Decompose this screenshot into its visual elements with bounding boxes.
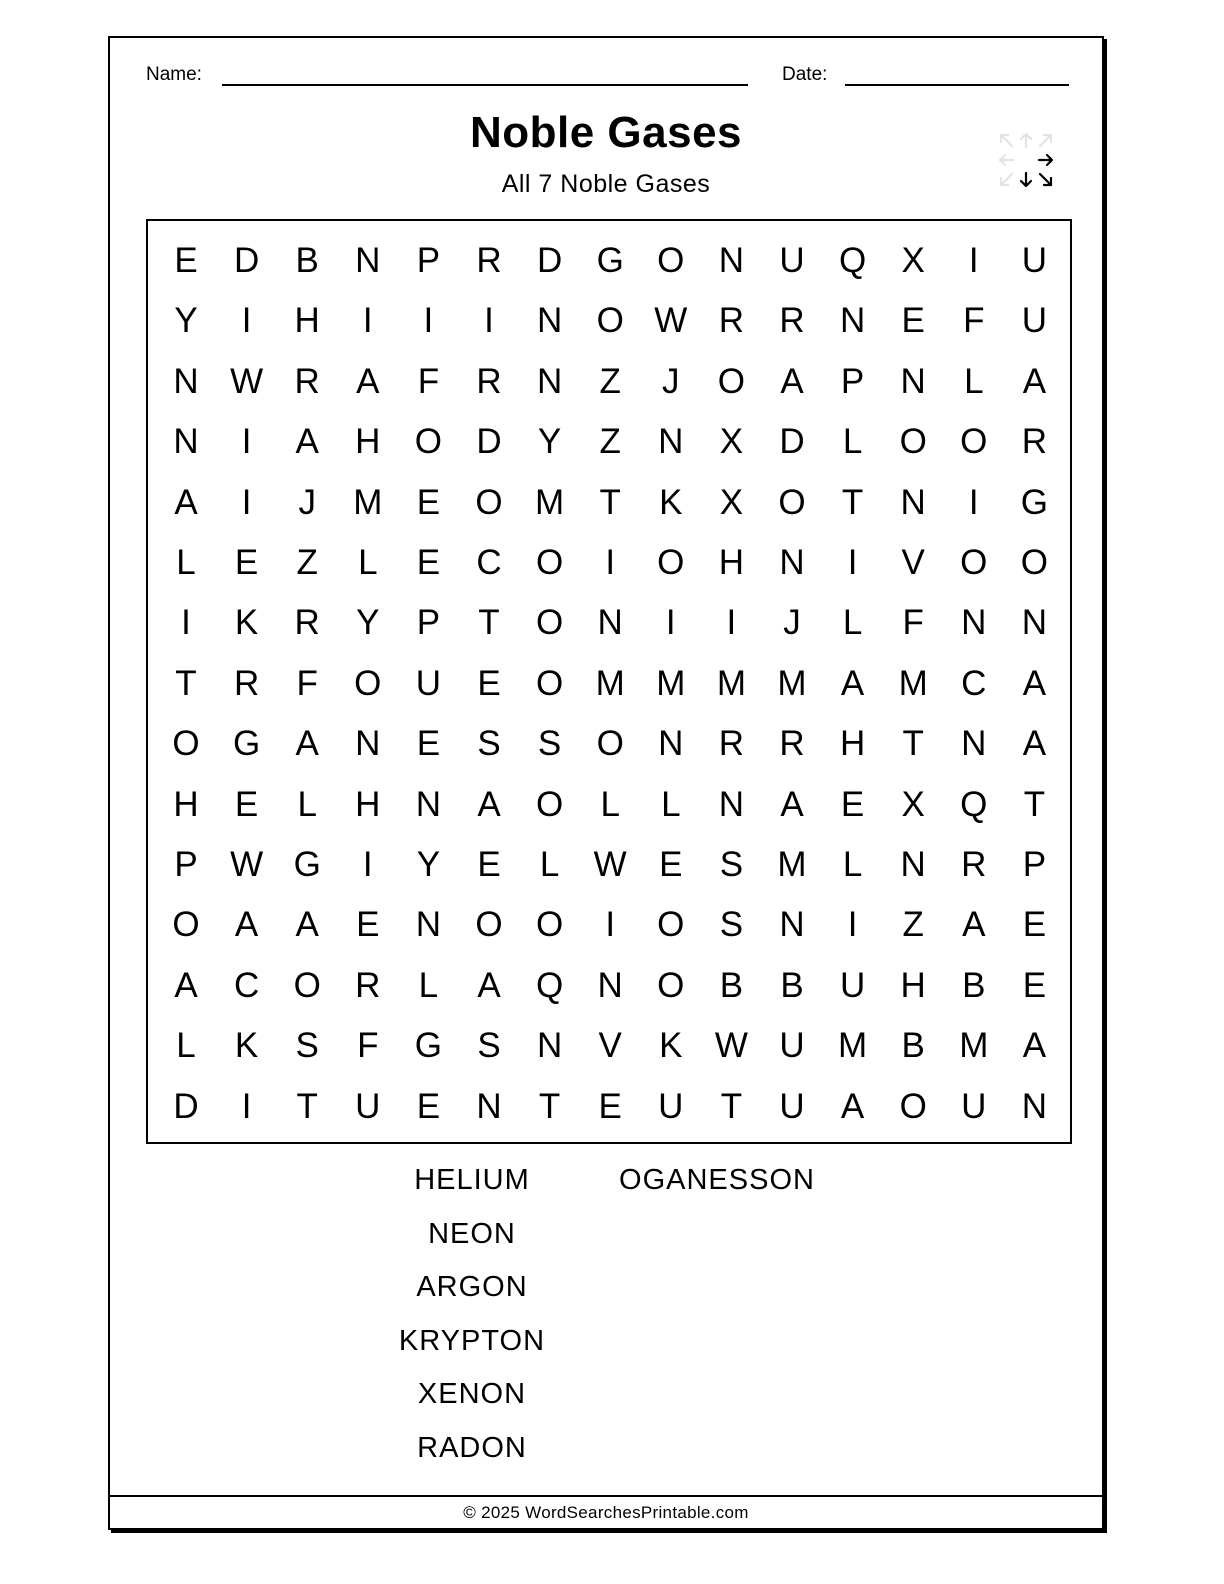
grid-cell[interactable]: O	[172, 905, 200, 945]
word-search-grid	[146, 219, 1072, 1144]
grid-cell[interactable]: A	[174, 965, 198, 1005]
grid-cell[interactable]: N	[476, 1086, 502, 1126]
grid-cell[interactable]: L	[176, 543, 196, 582]
grid-cell[interactable]: W	[714, 1026, 748, 1066]
grid-cell[interactable]: A	[477, 784, 501, 824]
grid-cell[interactable]: J	[783, 603, 801, 643]
grid-cell[interactable]: O	[535, 905, 564, 945]
grid-cell[interactable]: P	[840, 361, 865, 401]
grid-cell[interactable]: A	[295, 724, 319, 764]
grid-cell[interactable]: T	[720, 1086, 743, 1126]
grid-cell[interactable]: M	[535, 482, 565, 522]
grid-cell[interactable]: R	[779, 724, 805, 764]
grid-cell[interactable]: W	[230, 361, 264, 401]
grid-cell[interactable]: E	[416, 543, 441, 582]
grid-cell[interactable]: E	[598, 1086, 622, 1126]
grid-cell[interactable]: G	[232, 724, 261, 764]
grid-row	[156, 473, 1064, 533]
grid-cell[interactable]: U	[1021, 301, 1048, 341]
grid-cell[interactable]: L	[842, 845, 863, 884]
grid-cell[interactable]: R	[476, 361, 502, 401]
grid-cell[interactable]: T	[478, 603, 500, 643]
grid-cell[interactable]: N	[536, 301, 563, 341]
grid-cell[interactable]: M	[959, 1026, 989, 1066]
grid-cell[interactable]: Z	[902, 905, 924, 945]
grid-cell[interactable]: A	[1022, 724, 1047, 764]
grid-cell[interactable]: R	[355, 965, 381, 1005]
name-field-line[interactable]	[222, 84, 748, 86]
grid-cell[interactable]: I	[847, 905, 858, 945]
word-xenon: XENON	[417, 1378, 527, 1410]
grid-cell[interactable]: I	[241, 301, 252, 341]
grid-cell[interactable]: R	[718, 724, 745, 764]
grid-cell[interactable]: Z	[296, 543, 318, 582]
grid-cell[interactable]: N	[961, 603, 987, 643]
grid-cell[interactable]: O	[657, 543, 685, 582]
grid-row	[156, 231, 1064, 291]
grid-cell[interactable]: L	[600, 784, 620, 824]
word-krypton: KRYPTON	[398, 1325, 546, 1357]
grid-cell[interactable]: S	[537, 724, 562, 764]
word-argon: ARGON	[416, 1271, 528, 1303]
grid-cell[interactable]: O	[475, 905, 503, 945]
grid-cell[interactable]: H	[355, 784, 381, 824]
grid-cell[interactable]: E	[477, 663, 501, 703]
grid-cell[interactable]: D	[779, 422, 805, 462]
worksheet-page	[108, 36, 1104, 1530]
grid-cell[interactable]: J	[298, 482, 316, 522]
grid-cell[interactable]: U	[1021, 241, 1048, 280]
grid-cell[interactable]: P	[174, 845, 198, 884]
grid-row	[156, 291, 1064, 351]
grid-row	[156, 714, 1064, 774]
grid-cell[interactable]: F	[417, 361, 440, 401]
grid-cell[interactable]: X	[901, 241, 925, 280]
grid-cell[interactable]: E	[174, 241, 198, 280]
grid-cell[interactable]: Y	[174, 301, 198, 341]
grid-cell[interactable]: E	[416, 1086, 441, 1126]
grid-cell[interactable]: O	[778, 482, 806, 522]
grid-cell[interactable]: L	[176, 1026, 196, 1066]
grid-cell[interactable]: Y	[537, 422, 562, 462]
grid-cell[interactable]: R	[779, 301, 805, 341]
grid-cell[interactable]: W	[654, 301, 688, 341]
grid-cell[interactable]: O	[596, 724, 624, 764]
grid-cell[interactable]: P	[1022, 845, 1047, 884]
grid-cell[interactable]: C	[961, 663, 987, 703]
grid-cell[interactable]: Q	[960, 784, 988, 824]
grid-cell[interactable]: N	[536, 1026, 563, 1066]
grid-cell[interactable]: N	[415, 784, 442, 824]
footer-divider	[110, 1495, 1102, 1497]
grid-cell[interactable]: H	[173, 784, 199, 824]
grid-cell[interactable]: N	[1021, 1086, 1048, 1126]
word-directions-icon	[996, 130, 1056, 190]
grid-cell[interactable]: N	[900, 361, 926, 401]
grid-cell[interactable]: E	[477, 845, 501, 884]
grid-cell[interactable]: E	[234, 543, 259, 582]
grid-cell[interactable]: E	[1022, 905, 1047, 945]
grid-cell[interactable]: X	[719, 482, 744, 522]
grid-cell[interactable]: P	[416, 603, 441, 643]
grid-cell[interactable]: F	[902, 603, 924, 643]
grid-cell[interactable]: X	[719, 422, 744, 462]
grid-cell[interactable]: E	[416, 724, 441, 764]
grid-cell[interactable]: N	[597, 603, 623, 643]
grid-cell[interactable]: U	[355, 1086, 381, 1126]
word-oganesson: OGANESSON	[619, 1164, 815, 1196]
grid-cell[interactable]: O	[293, 965, 321, 1005]
grid-cell[interactable]: I	[362, 845, 373, 884]
grid-cell[interactable]: E	[659, 845, 683, 884]
grid-cell[interactable]: Y	[356, 603, 380, 643]
grid-cell[interactable]: R	[718, 301, 745, 341]
word-helium: HELIUM	[414, 1164, 530, 1196]
grid-cell[interactable]: O	[535, 603, 564, 643]
grid-cell[interactable]: M	[777, 845, 807, 884]
grid-cell[interactable]: A	[174, 482, 198, 522]
grid-cell[interactable]: O	[657, 965, 685, 1005]
grid-row	[156, 593, 1064, 653]
grid-cell[interactable]: B	[901, 1026, 925, 1066]
grid-cell[interactable]: N	[900, 482, 926, 522]
grid-cell[interactable]: U	[779, 241, 805, 280]
grid-cell[interactable]: I	[665, 603, 676, 643]
footer-copyright: © 2025 WordSearchesPrintable.com	[463, 1503, 749, 1522]
grid-cell[interactable]: L	[358, 543, 378, 582]
grid-row	[156, 1016, 1064, 1076]
grid-cell[interactable]: U	[779, 1086, 805, 1126]
grid-cell[interactable]: W	[230, 845, 264, 884]
grid-cell[interactable]: F	[357, 1026, 379, 1066]
grid-cell[interactable]: V	[901, 543, 925, 582]
word-neon: NEON	[428, 1218, 516, 1250]
grid-cell[interactable]: R	[1021, 422, 1048, 462]
grid-cell[interactable]: K	[659, 482, 683, 522]
grid-cell[interactable]: O	[475, 482, 503, 522]
grid-cell[interactable]: O	[1020, 543, 1048, 582]
grid-cell[interactable]: S	[719, 905, 744, 945]
grid-cell[interactable]: V	[598, 1026, 622, 1066]
grid-cell[interactable]: E	[234, 784, 259, 824]
grid-cell[interactable]: L	[661, 784, 681, 824]
grid-cell[interactable]: L	[418, 965, 439, 1005]
grid-cell[interactable]: E	[356, 905, 380, 945]
grid-cell[interactable]: T	[296, 1086, 318, 1126]
grid-cell[interactable]: Y	[416, 845, 441, 884]
grid-cell[interactable]: U	[658, 1086, 684, 1126]
grid-cell[interactable]: I	[847, 543, 858, 582]
grid-cell[interactable]: R	[233, 663, 260, 703]
grid-row	[156, 895, 1064, 955]
word-radon: RADON	[417, 1432, 527, 1464]
grid-cell[interactable]: O	[535, 784, 564, 824]
grid-cell[interactable]: L	[964, 361, 984, 401]
grid-cell[interactable]: L	[297, 784, 317, 824]
grid-cell[interactable]: H	[355, 422, 381, 462]
grid-cell[interactable]: M	[838, 1026, 868, 1066]
grid-cell[interactable]: D	[536, 241, 563, 280]
grid-cell[interactable]: B	[295, 241, 319, 280]
grid-cell[interactable]: G	[293, 845, 321, 884]
grid-cell[interactable]: Z	[599, 422, 621, 462]
grid-cell[interactable]: R	[294, 361, 320, 401]
grid-cell[interactable]: S	[477, 1026, 501, 1066]
grid-cell[interactable]: E	[901, 301, 925, 341]
grid-cell[interactable]: T	[841, 482, 864, 522]
grid-cell[interactable]: I	[605, 543, 616, 582]
grid-cell[interactable]: T	[599, 482, 621, 522]
grid-cell[interactable]: U	[961, 1086, 987, 1126]
grid-cell[interactable]: I	[968, 482, 979, 522]
grid-row	[156, 654, 1064, 714]
grid-cell[interactable]: K	[659, 1026, 683, 1066]
grid-cell[interactable]: O	[354, 663, 382, 703]
grid-cell[interactable]: I	[968, 241, 979, 280]
grid-cell[interactable]: K	[234, 603, 259, 643]
grid-cell[interactable]: T	[902, 724, 924, 764]
grid-row	[156, 352, 1064, 412]
grid-cell[interactable]: G	[414, 1026, 442, 1066]
grid-cell[interactable]: R	[294, 603, 320, 643]
grid-cell[interactable]: S	[719, 845, 744, 884]
grid-cell[interactable]: N	[355, 724, 381, 764]
grid-cell[interactable]: A	[840, 663, 865, 703]
grid-cell[interactable]: C	[233, 965, 260, 1005]
grid-cell[interactable]: U	[779, 1026, 805, 1066]
grid-cell[interactable]: I	[181, 603, 191, 643]
grid-cell[interactable]: A	[1022, 361, 1047, 401]
grid-cell[interactable]: N	[597, 965, 623, 1005]
grid-cell[interactable]: I	[484, 301, 494, 341]
grid-cell[interactable]: N	[658, 724, 684, 764]
grid-cell[interactable]: A	[1022, 663, 1047, 703]
grid-cell[interactable]: A	[295, 905, 319, 945]
grid-cell[interactable]: M	[777, 663, 807, 703]
grid-cell[interactable]: M	[898, 663, 928, 703]
grid-cell[interactable]: O	[657, 905, 685, 945]
grid-cell[interactable]: T	[175, 663, 197, 703]
grid-cell[interactable]: U	[839, 965, 866, 1005]
grid-cell[interactable]: T	[538, 1086, 561, 1126]
grid-cell[interactable]: L	[539, 845, 560, 884]
grid-cell[interactable]: A	[840, 1086, 865, 1126]
grid-cell[interactable]: H	[718, 543, 745, 582]
grid-cell[interactable]: A	[962, 905, 986, 945]
grid-cell[interactable]: A	[1022, 1026, 1047, 1066]
grid-cell[interactable]: D	[173, 1086, 199, 1126]
grid-cell[interactable]: N	[658, 422, 684, 462]
grid-cell[interactable]: R	[476, 241, 502, 280]
grid-cell[interactable]: O	[899, 422, 927, 462]
grid-cell[interactable]: I	[362, 301, 373, 341]
page-subtitle: All 7 Noble Gases	[501, 170, 711, 198]
grid-cell[interactable]: N	[839, 301, 866, 341]
grid-cell[interactable]: A	[780, 361, 804, 401]
grid-cell[interactable]: O	[535, 543, 564, 582]
grid-row	[156, 1077, 1064, 1137]
grid-cell[interactable]: O	[960, 422, 988, 462]
grid-cell[interactable]: O	[657, 241, 685, 280]
grid-cell[interactable]: N	[173, 422, 199, 462]
grid-cell[interactable]: O	[535, 663, 564, 703]
grid-cell[interactable]: S	[295, 1026, 319, 1066]
grid-cell[interactable]: D	[476, 422, 502, 462]
grid-cell[interactable]: A	[234, 905, 259, 945]
grid-cell[interactable]: C	[476, 543, 502, 582]
date-label: Date:	[782, 64, 828, 85]
grid-cell[interactable]: O	[172, 724, 200, 764]
grid-cell[interactable]: U	[415, 663, 442, 703]
name-date-row	[146, 64, 1066, 90]
grid-cell[interactable]: O	[414, 422, 442, 462]
grid-cell[interactable]: I	[241, 422, 252, 462]
grid-cell[interactable]: I	[241, 482, 252, 522]
grid-cell[interactable]: A	[780, 784, 804, 824]
grid-cell[interactable]: A	[356, 361, 380, 401]
grid-cell[interactable]: X	[901, 784, 925, 824]
grid-cell[interactable]: Q	[838, 241, 867, 280]
grid-cell[interactable]: N	[536, 361, 563, 401]
grid-cell[interactable]: H	[294, 301, 320, 341]
grid-cell[interactable]: N	[173, 361, 199, 401]
grid-row	[156, 835, 1064, 895]
grid-cell[interactable]: B	[962, 965, 986, 1005]
grid-cell[interactable]: H	[839, 724, 866, 764]
grid-cell[interactable]: P	[416, 241, 441, 280]
grid-cell[interactable]: N	[961, 724, 987, 764]
grid-row	[156, 956, 1064, 1016]
active-direction-arrows-icon	[1021, 155, 1052, 186]
grid-row	[156, 412, 1064, 472]
grid-cell[interactable]: F	[963, 301, 985, 341]
grid-row	[156, 775, 1064, 835]
grid-cell[interactable]: E	[1022, 965, 1047, 1005]
grid-cell[interactable]: N	[718, 784, 745, 824]
grid-cell[interactable]: S	[477, 724, 501, 764]
grid-cell[interactable]: M	[353, 482, 383, 522]
grid-cell[interactable]: R	[961, 845, 987, 884]
grid-cell[interactable]: N	[718, 241, 745, 280]
grid-cell[interactable]: N	[779, 905, 805, 945]
grid-cell[interactable]: L	[842, 422, 863, 462]
grid-cell[interactable]: G	[596, 241, 624, 280]
grid-cell[interactable]: I	[726, 603, 737, 643]
grid-cell[interactable]: O	[899, 1086, 927, 1126]
grid-cell[interactable]: T	[1023, 784, 1046, 824]
grid-cell[interactable]: M	[716, 663, 746, 703]
grid-cell[interactable]: L	[842, 603, 863, 643]
grid-cell[interactable]: E	[416, 482, 441, 522]
grid-cell[interactable]: N	[779, 543, 805, 582]
grid-cell[interactable]: I	[241, 1086, 252, 1126]
grid-cell[interactable]: N	[355, 241, 381, 280]
grid-cell[interactable]: M	[656, 663, 686, 703]
grid-cell[interactable]: J	[662, 361, 680, 401]
grid-cell[interactable]: O	[596, 301, 624, 341]
grid-cell[interactable]: E	[840, 784, 865, 824]
grid-cell[interactable]: B	[719, 965, 744, 1005]
grid-cell[interactable]: A	[295, 422, 319, 462]
grid-cell[interactable]: O	[717, 361, 745, 401]
date-field-line[interactable]	[845, 84, 1069, 86]
grid-cell[interactable]: A	[477, 965, 501, 1005]
grid-cell[interactable]: D	[233, 241, 260, 280]
name-label: Name:	[146, 64, 202, 85]
grid-cell[interactable]: B	[780, 965, 804, 1005]
grid-cell[interactable]: F	[296, 663, 318, 703]
grid-row	[156, 533, 1064, 593]
grid-cell[interactable]: N	[900, 845, 926, 884]
grid-cell[interactable]: W	[593, 845, 627, 884]
grid-cell[interactable]: H	[900, 965, 926, 1005]
grid-cell[interactable]: N	[415, 905, 442, 945]
grid-cell[interactable]: Q	[535, 965, 564, 1005]
grid-cell[interactable]: I	[605, 905, 616, 945]
grid-cell[interactable]: M	[595, 663, 625, 703]
grid-cell[interactable]: N	[1021, 603, 1048, 643]
grid-cell[interactable]: K	[234, 1026, 259, 1066]
grid-cell[interactable]: Z	[599, 361, 621, 401]
page-title: Noble Gases	[469, 108, 743, 157]
grid-cell[interactable]: I	[423, 301, 434, 341]
grid-cell[interactable]: O	[960, 543, 988, 582]
grid-cell[interactable]: G	[1020, 482, 1048, 522]
